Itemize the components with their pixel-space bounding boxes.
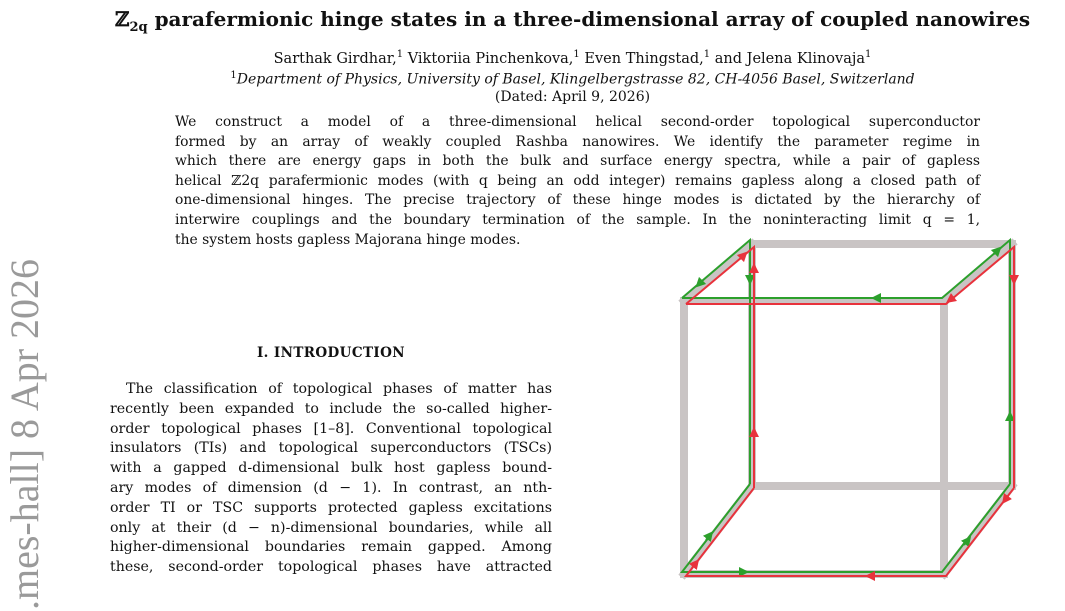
cube-edge bbox=[684, 244, 752, 301]
section-heading: I. INTRODUCTION bbox=[256, 345, 406, 361]
cube-edge bbox=[684, 486, 752, 574]
author-affiliation-mark: 1 bbox=[703, 49, 711, 60]
intro-line: The classification of topological phases of matter has bbox=[126, 381, 552, 397]
intro-line: higher-dimensional boundaries remain gapped. Among bbox=[110, 539, 552, 556]
title-symbol: ℤ bbox=[114, 7, 130, 31]
hinge-mode-figure bbox=[672, 234, 1032, 590]
author-affiliation-mark: 1 bbox=[865, 49, 872, 60]
author-name: Sarthak Girdhar, bbox=[273, 50, 397, 67]
paper-title bbox=[80, 7, 1065, 35]
author-name: and Jelena Klinovaja bbox=[714, 50, 866, 67]
red-mode-path bbox=[686, 247, 754, 488]
abstract-line: which there are energy gaps in both the bulk and surface energy spectra, while a pair of gapless bbox=[175, 153, 980, 170]
affiliation bbox=[80, 70, 1065, 88]
abstract-line: formed by an array of weakly coupled Rashba nanowires. We identify the parameter regime in bbox=[175, 133, 980, 150]
introduction-paragraph bbox=[110, 380, 552, 578]
green-mode-path bbox=[682, 240, 1010, 484]
abstract-line: helical ℤ2q parafermionic modes (with q being an odd integer) remains gapless along a closed path of bbox=[175, 172, 980, 189]
author-affiliation-mark: 1 bbox=[573, 49, 580, 60]
abstract-line: We construct a model of a three-dimensional helical second-order topological superconductor bbox=[175, 114, 980, 130]
abstract-line: the system hosts gapless Majorana hinge modes. bbox=[175, 231, 521, 248]
author-name: Viktoriia Pinchenkova, bbox=[407, 50, 574, 67]
affiliation-mark: 1 bbox=[230, 70, 237, 81]
cube-edges bbox=[684, 244, 1012, 574]
title-subscript: 2q bbox=[129, 20, 148, 35]
intro-line: these, second-order topological phases have attracted bbox=[110, 559, 552, 576]
author-list bbox=[80, 49, 1065, 67]
red-hinge-mode bbox=[686, 247, 1014, 576]
cube-edge bbox=[944, 486, 1012, 574]
author-affiliation-mark: 1 bbox=[396, 49, 404, 60]
intro-line: order TI or TSC supports protected gapless excitations bbox=[110, 499, 552, 516]
title-text: parafermionic hinge states in a three-dimensional array of coupled nanowires bbox=[147, 7, 1031, 31]
abstract bbox=[175, 113, 980, 250]
intro-line: only at their (d − n)-dimensional boundaries, while all bbox=[110, 519, 552, 536]
arxiv-stamp-text: .mes-hall] 8 Apr 2026 bbox=[2, 258, 47, 610]
abstract-line: one-dimensional hinges. The precise trajectory of these hinge modes is dictated by the hierarchy of bbox=[175, 192, 980, 209]
intro-line: with a gapped d-dimensional bulk host gapless bound- bbox=[110, 460, 552, 477]
cube-edge bbox=[944, 244, 1012, 301]
arxiv-side-stamp bbox=[0, 140, 66, 610]
date-line: (Dated: April 9, 2026) bbox=[494, 89, 651, 105]
intro-line: recently been expanded to include the so-called higher- bbox=[110, 400, 552, 417]
intro-line: ary modes of dimension (d − 1). In contrast, an nth- bbox=[110, 479, 552, 496]
abstract-line: interwire couplings and the boundary termination of the sample. In the noninteracting limit q = 1, bbox=[175, 211, 980, 228]
intro-line: order topological phases [1–8]. Conventional topological bbox=[110, 420, 552, 437]
intro-line: insulators (TIs) and topological superconductors (TSCs) bbox=[110, 440, 552, 457]
author-name: Even Thingstad, bbox=[584, 50, 704, 67]
affiliation-text: Department of Physics, University of Basel, Klingelbergstrasse 82, CH-4056 Basel, Switzerland bbox=[236, 71, 915, 88]
